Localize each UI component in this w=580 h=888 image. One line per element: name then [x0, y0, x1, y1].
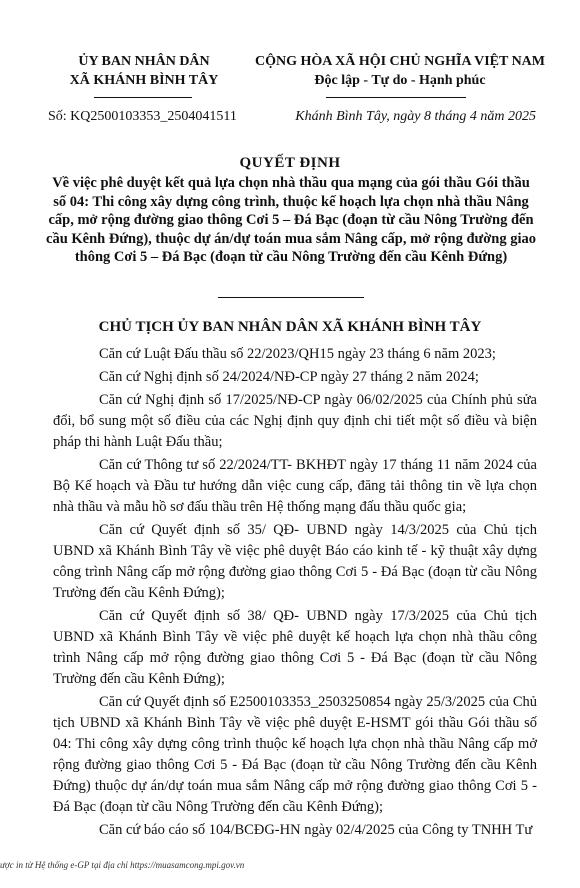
- national-motto-line1: CỘNG HÒA XÃ HỘI CHỦ NGHĨA VIỆT NAM: [254, 54, 545, 69]
- national-motto-line2: Độc lập - Tự do - Hạnh phúc: [314, 73, 486, 88]
- issuing-authority-line1: ỦY BAN NHÂN DÂN: [78, 54, 210, 69]
- document-number: Số: KQ2500103353_2504041511: [48, 109, 237, 124]
- document-title: QUYẾT ĐỊNH: [239, 155, 341, 171]
- legal-basis-paragraph: Căn cứ Quyết định số E2500103353_2503250854 ngày 25/3/2025 của Chủ tịch UBND xã Khánh Bình Tây về việc phê duyệt E-HSMT gói thầu Gói thầu số 04: Thi công xây dựng công trình thuộc kế hoạch lựa chọn nhà thầu Nâng cấp mở rộng đường giao thông Cơi 5 - Đá Bạc (đoạn từ cầu Nông Trường đến cầu Kênh Đứng) thuộc dự án/dự toán mua sắm Nâng cấp mở rộng đường giao thông Cơi 5 - Đá Bạc (đoạn từ cầu Nông Trường đến cầu Kênh Đứng);: [53, 694, 537, 815]
- legal-basis-paragraph: Căn cứ Thông tư số 22/2024/TT- BKHĐT ngày 17 tháng 11 năm 2024 của Bộ Kế hoạch và Đầu tư hướng dẫn việc cung cấp, đăng tải thông tin về lựa chọn nhà thầu và mẫu hồ sơ đấu thầu trên Hệ thống mạng đấu thầu quốc gia;: [53, 457, 537, 515]
- document-body: [53, 344, 537, 843]
- national-motto: [240, 52, 560, 90]
- subject-underline: [218, 297, 364, 298]
- decision-authority: CHỦ TỊCH ỦY BAN NHÂN DÂN XÃ KHÁNH BÌNH TÂY: [98, 319, 482, 335]
- legal-basis-paragraph: Căn cứ báo cáo số 104/BCĐG-HN ngày 02/4/2025 của Công ty TNHH Tư: [99, 822, 533, 838]
- legal-basis-paragraph: Căn cứ Nghị định số 24/2024/NĐ-CP ngày 27 tháng 2 năm 2024;: [99, 369, 479, 385]
- page-footer: ược in từ Hệ thống e-GP tại địa chỉ https://muasamcong.mpi.gov.vn: [0, 860, 245, 870]
- legal-basis-paragraph: Căn cứ Luật Đấu thầu số 22/2023/QH15 ngày 23 tháng 6 năm 2023;: [99, 346, 496, 362]
- issuing-authority: [44, 52, 244, 90]
- document-date: Khánh Bình Tây, ngày 8 tháng 4 năm 2025: [295, 109, 536, 124]
- legal-basis-paragraph: Căn cứ Quyết định số 35/ QĐ- UBND ngày 14/3/2025 của Chủ tịch UBND xã Khánh Bình Tây về việc phê duyệt Báo cáo kinh tế - kỹ thuật xây dựng công trình Nâng cấp mở rộng đường giao thông Cơi 5 - Đá Bạc (đoạn từ cầu Nông Trường đến cầu Kênh Đứng);: [53, 522, 537, 601]
- document-subject: Về việc phê duyệt kết quả lựa chọn nhà thầu qua mạng của gói thầu Gói thầu số 04: Thi công xây dựng công trình, thuộc kế hoạch lựa chọn nhà thầu Nâng cấp, mở rộng đường giao thông Cơi 5 – Đá Bạc (đoạn từ cầu Nông Trường đến cầu Kênh Đứng), thuộc dự án/dự toán mua sắm Nâng cấp, mở rộng đường giao thông Cơi 5 – Đá Bạc (đoạn từ cầu Nông Trường đến cầu Kênh Đứng): [46, 175, 536, 265]
- legal-basis-paragraph: Căn cứ Nghị định số 17/2025/NĐ-CP ngày 06/02/2025 của Chính phủ sửa đổi, bổ sung một số điều của các Nghị định quy định chi tiết một số điều và biện pháp thi hành Luật Đấu thầu;: [53, 392, 537, 450]
- legal-basis-paragraph: Căn cứ Quyết định số 38/ QĐ- UBND ngày 17/3/2025 của Chủ tịch UBND xã Khánh Bình Tây về việc phê duyệt kế hoạch lựa chọn nhà thầu công trình Nâng cấp mở rộng đường giao thông Cơi 5 - Đá Bạc (đoạn từ cầu Nông Trường đến cầu Kênh Đứng);: [53, 608, 537, 687]
- national-motto-underline: [326, 97, 466, 98]
- issuing-authority-line2: XÃ KHÁNH BÌNH TÂY: [69, 73, 219, 88]
- issuing-authority-underline: [94, 97, 192, 98]
